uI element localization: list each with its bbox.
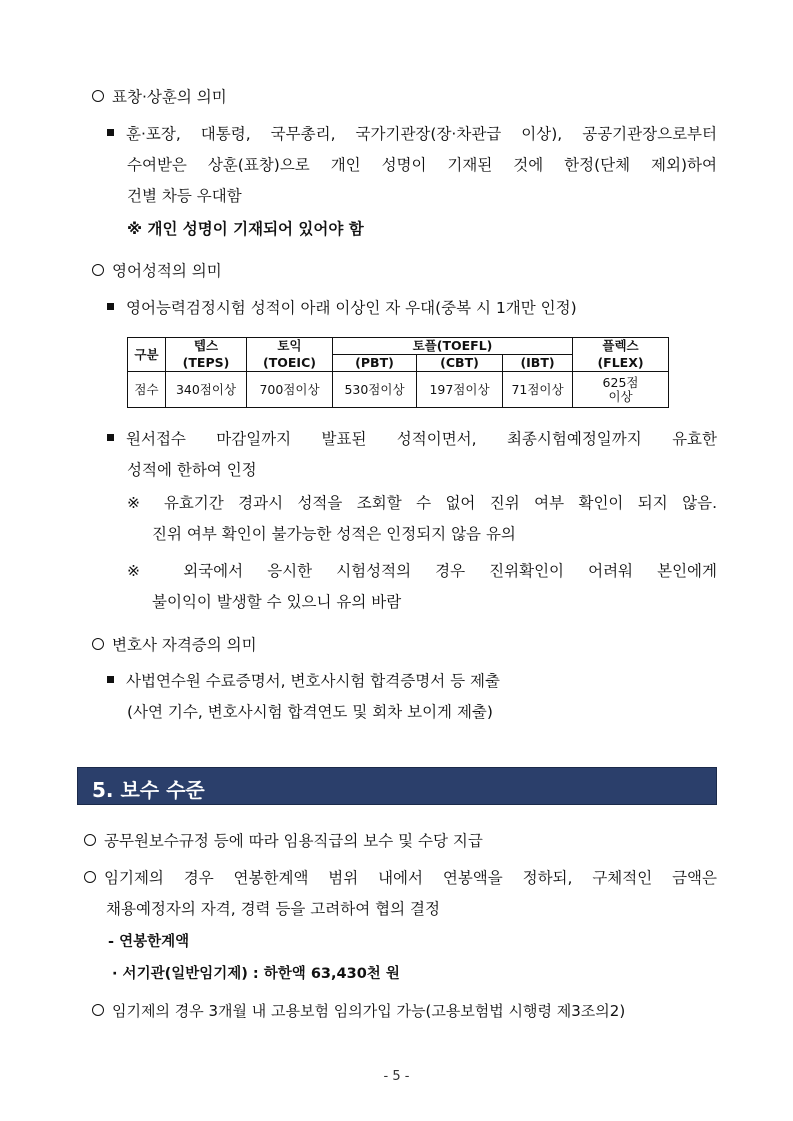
lawyer-heading: 변호사 자격증의 의미 (92, 633, 257, 655)
english-heading: 영어성적의 의미 (92, 259, 222, 281)
english-validity-line2: 성적에 한하여 인정 (127, 461, 257, 479)
circle-bullet-icon (84, 871, 96, 883)
pay-item-1: 공무원보수규정 등에 따라 임용직급의 보수 및 수당 지급 (84, 829, 483, 851)
award-note: ※ 개인 성명이 기재되어 있어야 함 (127, 220, 364, 238)
circle-bullet-icon (92, 264, 104, 276)
square-bullet-icon (107, 129, 114, 136)
english-note2-line2: 불이익이 발생할 수 있으니 유의 바람 (152, 593, 402, 611)
english-note2: ※ 외국에서 응시한 시험성적의 경우 진위확인이 어려워 본인에게 (127, 562, 717, 580)
award-bullet-line2: 수여받은 상훈(표창)으로 개인 성명이 기재된 것에 한정(단체 제외)하여 (127, 156, 717, 174)
lawyer-bullet: 사법연수원 수료증명서, 변호사시험 합격증명서 등 제출 (107, 669, 500, 691)
table-cell-ibt: 71점이상 (503, 372, 573, 408)
english-note1: ※ 유효기간 경과시 성적을 조회할 수 없어 진위 여부 확인이 되지 않음. (127, 494, 717, 512)
award-bullet-line3: 건별 차등 우대함 (127, 187, 242, 205)
table-header-teps: 텝스 (166, 338, 247, 355)
lawyer-bullet-line2: (사연 기수, 변호사시험 합격연도 및 회차 보이게 제출) (127, 703, 493, 721)
table-cell-toeic: 700점이상 (247, 372, 333, 408)
salary-limit-item: · 서기관(일반임기제) : 하한액 63,430천 원 (112, 966, 400, 982)
table-cell-flex: 625점 이상 (573, 372, 669, 408)
square-bullet-icon (107, 303, 114, 310)
pay-item-3: 임기제의 경우 3개월 내 고용보험 임의가입 가능(고용보험법 시행령 제3조의2) (92, 1000, 625, 1021)
table-header-gubun: 구분 (128, 338, 166, 372)
english-bullet: 영어능력검정시험 성적이 아래 이상인 자 우대(중복 시 1개만 인정) (107, 296, 577, 318)
circle-bullet-icon (92, 638, 104, 650)
table-header-toefl: 토플(TOEFL) (333, 338, 573, 355)
section-5-title: 5. 보수 수준 (92, 778, 205, 802)
table-header-flex-sub: (FLEX) (573, 355, 669, 372)
section-5-header (77, 767, 717, 805)
circle-bullet-icon (92, 1004, 104, 1016)
table-header-flex: 플렉스 (573, 338, 669, 355)
circle-bullet-icon (92, 90, 104, 102)
table-header-toeic: 토익 (247, 338, 333, 355)
award-heading: 표창·상훈의 의미 (92, 85, 227, 107)
table-cell-pbt: 530점이상 (333, 372, 417, 408)
square-bullet-icon (107, 676, 114, 683)
english-note1-line2: 진위 여부 확인이 불가능한 성적은 인정되지 않음 유의 (152, 525, 516, 543)
table-header-cbt: (CBT) (417, 355, 503, 372)
table-cell-teps: 340점이상 (166, 372, 247, 408)
page-number: - 5 - (383, 1069, 410, 1084)
table-header-ibt: (IBT) (503, 355, 573, 372)
english-validity-bullet: 원서접수 마감일까지 발표된 성적이면서, 최종시험예정일까지 유효한 (107, 427, 717, 449)
circle-bullet-icon (84, 834, 96, 846)
pay-item-2-line2: 채용예정자의 자격, 경력 등을 고려하여 협의 결정 (106, 900, 440, 918)
table-header-toeic-sub: (TOEIC) (247, 355, 333, 372)
salary-limit-heading: - 연봉한계액 (108, 934, 190, 950)
table-header-pbt: (PBT) (333, 355, 417, 372)
table-cell-cbt: 197점이상 (417, 372, 503, 408)
table-row-label: 점수 (128, 372, 166, 408)
english-score-table (127, 337, 669, 408)
table-header-teps-sub: (TEPS) (166, 355, 247, 372)
award-bullet: 훈·포장, 대통령, 국무총리, 국가기관장(장·차관급 이상), 공공기관장으로부터 (107, 122, 717, 144)
square-bullet-icon (107, 434, 114, 441)
pay-item-2: 임기제의 경우 연봉한계액 범위 내에서 연봉액을 정하되, 구체적인 금액은 (84, 866, 717, 888)
